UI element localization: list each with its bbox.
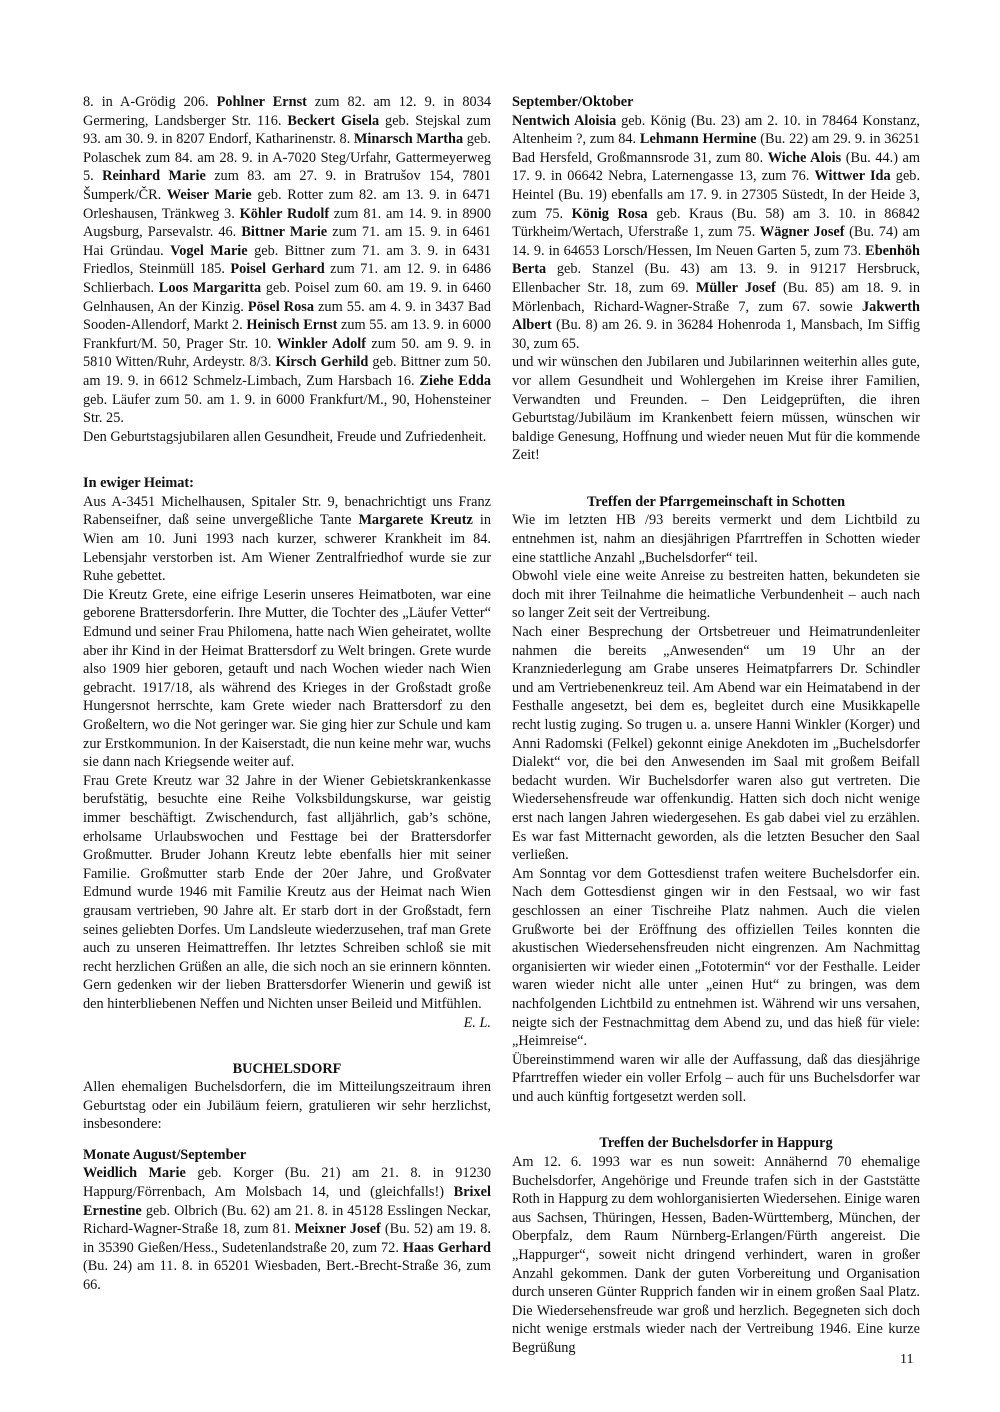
left-column <box>83 93 491 1295</box>
right-column <box>512 93 920 1358</box>
person-name: Weidlich Marie <box>83 1165 186 1182</box>
person-name: Bittner Marie <box>241 224 328 241</box>
sept-oct-wishes: und wir wünschen den Jubilaren und Jubilarinnen weiterhin alles gute, vor allem Gesundheit und Wohlergehen im Kreise ihrer Familien, Verwandten und Freunden. – Den Leidgeprüften, die ihren Geburtstag/Jubiläum im Krankenbett feiern müssen, wünschen wir baldige Genesung, Hoffnung und wieder neuen Mut für die kommende Zeit! <box>512 354 920 464</box>
person-name: Beckert Gisela <box>287 112 380 129</box>
person-name: Kirsch Gerhild <box>275 354 369 371</box>
treffen-schotten-p3: Nach einer Besprechung der Ortsbetreuer und Heimatrundenleiter nahmen die bereits „Anwesenden“ um 19 Uhr an der Kranzniederlegung am Grabe unseres Heimatpfarrers Dr. Schindler und am Vertriebenenkreuz teil. Am Abend war ein Heimatabend in der Festhalle angesetzt, bei dem es, begleitet durch eine Musikkapelle recht lustig zuging. So trugen u. a. unsere Hanni Winkler (Korger) und Anni Radomski (Felkel) gekonnt einige Anekdoten im „Buchelsdorfer Dialekt“ vor, die bei den Anwesenden im Saal mit großem Beifall bedacht wurden. Wir Buchelsdorfer waren also gut vertreten. Die Wiedersehensfreude war offenkundig. Hatten sich doch nicht wenige erst nach langen Jahren wiedergesehen. Es gab dabei viel zu erzählen. Es war fast Mitternacht geworden, als die letzten Besucher den Saal verließen. <box>512 624 920 864</box>
treffen-schotten-heading: Treffen der Pfarrgemeinschaft in Schotten <box>586 493 846 510</box>
person-name: Loos Margaritta <box>158 279 262 296</box>
treffen-schotten-p5: Übereinstimmend waren wir alle der Auffassung, daß das diesjährige Pfarrtreffen wieder ein voller Erfolg – auch für uns Buchelsdorfer war und auch künftig fortgesetzt werden soll. <box>512 1051 920 1105</box>
obituary-paragraph-3 <box>83 772 491 1031</box>
months-heading: Monate August/September <box>83 1146 247 1163</box>
person-name: Köhler Rudolf <box>239 205 330 222</box>
person-name: Pösel Rosa <box>247 298 314 315</box>
person-name: Jakwerth Albert <box>512 298 920 334</box>
obituary-paragraph-1: Aus A-3451 Michelhausen, Spitaler Str. 9, benachrichtigt uns Franz Rabenseifner, daß seine unvergeßliche Tante Margarete Kreutz in Wien am 10. Juni 1993 nach kurzer, schwerer Krankheit im 84. Lebensjahr verstorben ist. Am Wiener Zentralfriedhof wurde sie zur Ruhe gebettet. <box>83 493 491 585</box>
person-name: Winkler Adolf <box>276 335 366 352</box>
obituary-paragraph-2: Die Kreutz Grete, eine eifrige Leserin unseres Heimatboten, war eine geborene Brattersdorferin. Ihre Mutter, die Tochter des „Läufer Vetter“ Edmund und seiner Frau Philomena, hatte nach Wien geheiratet, wollte aber ihr Kind in der Heimat Brattersdorf zu Welt bringen. Grete wurde also 1909 hier geboren, getauft und nach Wochen wieder nach Wien gebracht. 1917/18, als während des Krieges in der Großstadt große Hungersnot herrschte, kam Grete wieder nach Brattersdorf zu den Großeltern, wo die Not geringer war. Sie ging hier zur Schule und kam zur Erstkommunion. In der Kaiserstadt, die nun keine mehr war, wuchs sie dann nach Kriegsende weiter auf. <box>83 586 491 771</box>
person-name: Weiser Marie <box>166 186 252 203</box>
obituary-paragraph-3-text: Frau Grete Kreutz war 32 Jahre in der Wiener Gebietskrankenkasse berufstätig, besuchte eine Reihe Volksbildungskurse, war geistig immer beschäftigt. Zwischendurch, fast alljährlich, gab’s schöne, erholsame Urlaubswochen und Festtage bei der Brattersdorfer Großmutter. Bruder Johann Kreutz lebte ebenfalls hier mit seiner Familie. Großmutter starb Ende der 20er Jahre, und Großvater Edmund wurde 1946 mit Familie Kreutz aus der Heimat nach Wien grausam vertrieben, 90 Jahre alt. Er starb dort in der Großstadt, fern seines geliebten Dorfes. Um Landsleute wiederzusehen, traf man Grete auch zu unseren Heimattreffen. Ihr letztes Schreiben schloß sie mit recht herzlichen Grüßen an alle, die sich noch an sie erinnern könnten. Gern gedenken wir der lieben Brattersdorfer Wienerin und gewiß ist den hinterbliebenen Neffen und Nichten unser Beileid und Mitfühlen. <box>83 772 491 1012</box>
treffen-schotten-p1: Wie im letzten HB /93 bereits vermerkt und dem Lichtbild zu entnehmen ist, nahm an diesjährigen Pfarrtreffen in Schotten wieder eine stattliche Anzahl „Buchelsdorfer“ teil. <box>512 512 920 566</box>
person-name: Ebenhöh Berta <box>512 242 920 278</box>
person-name: Wittwer Ida <box>814 168 891 185</box>
page-number: 11 <box>900 1352 914 1367</box>
obituary-heading: In ewiger Heimat: <box>83 475 194 492</box>
person-name: Müller Josef <box>695 279 776 296</box>
birthday-list-continued: 8. in A-Grödig 206. Pohlner Ernst zum 82. am 12. 9. in 8034 Germering, Landsberger Str. 116. Beckert Gisela geb. Stejskal zum 93. am 30. 9. in 8207 Endorf, Katharinenstr. 8. Minarsch Martha geb. Polaschek zum 84. am 28. 9. in A-7020 Steg/Urfahr, Gattermeyerweg 5. Reinhard Marie zum 83. am 27. 9. in Bratrušov 154, 7801 Šumperk/ČR. Weiser Marie geb. Rotter zum 82. am 13. 9. in 6471 Orleshausen, Tränkweg 3. Köhler Rudolf zum 81. am 14. 9. in 8900 Augsburg, Parsevalstr. 46. Bittner Marie zum 71. am 15. 9. in 6461 Hai Gründau. Vogel Marie geb. Bittner zum 71. am 3. 9. in 6431 Friedlos, Steinmüll 185. Poisel Gerhard zum 71. am 12. 9. in 6486 Schlierbach. Loos Margaritta geb. Poisel zum 60. am 19. 9. in 6460 Gelnhausen, An der Kinzig. Pösel Rosa zum 55. am 4. 9. in 3437 Bad Sooden-Allendorf, Markt 2. Heinisch Ernst zum 55. am 13. 9. in 6000 Frankfurt/M. 50, Prager Str. 10. Winkler Adolf zum 50. am 9. 9. in 5810 Witten/Ruhr, Ardeystr. 8/3. Kirsch Gerhild geb. Bittner zum 50. am 19. 9. in 6612 Schmelz-Limbach, Zum Harsbach 16. Ziehe Edda geb. Läufer zum 50. am 1. 9. in 6000 Frankfurt/M., 90, Hohensteiner Str. 25. <box>83 94 492 427</box>
treffen-happurg-text: Am 12. 6. 1993 war es nun soweit: Annähernd 70 ehemalige Buchelsdorfer, Angehörige und Freunde trafen sich in der Gaststätte Roth in Happurg zu dem wohlorganisierten Wiedersehen. Einige waren aus Sachsen, Thüringen, Hessen, Baden-Württemberg, München, der Oberpfalz, dem Raum Nürnberg-Erlangen/Fürth angereist. Die „Happurger“, soweit nicht dringend verhindert, waren in großer Anzahl gekommen. Dank der guten Vorbereitung und Organisation durch unseren Günter Rupprich fanden wir in einem großen Saal Platz. Die Wiedersehensfreude war groß und herzlich. Begegneten sich doch nicht wenige erstmals wieder nach der Vertreibung 1946. Eine kurze Begrüßung <box>512 1154 920 1356</box>
person-name: Wiche Alois <box>767 149 842 166</box>
obituary-signature: E. L. <box>463 1014 491 1031</box>
section-title-buchelsdorf: BUCHELSDORF <box>232 1060 342 1077</box>
person-name: Pohlner Ernst <box>216 94 307 110</box>
sept-oct-heading: September/Oktober <box>512 94 634 110</box>
person-name: Lehmann Hermine <box>639 131 757 148</box>
person-name: Wägner Josef <box>759 224 845 241</box>
person-name: Meixner Josef <box>294 1221 381 1238</box>
sept-oct-entries: Nentwich Aloisia geb. König (Bu. 23) am 2. 10. in 78464 Konstanz, Altenheim ?, zum 84. Lehmann Hermine (Bu. 22) am 29. 9. in 36251 Bad Hersfeld, Großmannsrode 31, zum 80. Wiche Alois (Bu. 44.) am 17. 9. in 06642 Nebra, Laternengasse 13, zum 76. Wittwer Ida geb. Heintel (Bu. 19) ebenfalls am 17. 9. in 27305 Süstedt, In der Heide 3, zum 75. König Rosa geb. Kraus (Bu. 58) am 3. 10. in 86842 Türkheim/Wertach, Uferstraße 1, zum 75. Wägner Josef (Bu. 74) am 14. 9. in 64653 Lorsch/Hessen, Im Neuen Garten 5, zum 73. Ebenhöh Berta geb. Stanzel (Bu. 43) am 13. 9. in 91217 Hersbruck, Ellenbacher Str. 18, zum 69. Müller Josef (Bu. 85) am 18. 9. in Mörlenbach, Richard-Wagner-Straße 7, zum 67. sowie Jakwerth Albert (Bu. 8) am 26. 9. in 36284 Hohenroda 1, Mansbach, Im Siffig 30, zum 65. <box>512 112 921 352</box>
person-name: Ziehe Edda <box>419 372 491 389</box>
birthday-wishes: Den Geburtstagsjubilaren allen Gesundheit, Freude und Zufriedenheit. <box>83 428 487 445</box>
person-name: Nentwich Aloisia <box>512 112 617 129</box>
person-name: Minarsch Martha <box>353 131 464 148</box>
person-name: Vogel Marie <box>170 242 248 259</box>
person-name: Reinhard Marie <box>102 168 206 185</box>
treffen-schotten-p2: Obwohl viele eine weite Anreise zu bestreiten hatten, bekundeten sie doch mit ihrer Teilnahme die heimatliche Verbundenheit – auch nach so langer Zeit seit der Vertreibung. <box>512 568 920 622</box>
person-name: Brixel Ernestine <box>83 1184 491 1219</box>
section-intro: Allen ehemaligen Buchelsdorfern, die im Mitteilungszeitraum ihren Geburtstag oder ein Jubiläum feiern, gratulieren wir sehr herzlichst, insbesondere: <box>83 1079 491 1133</box>
treffen-schotten-p4: Am Sonntag vor dem Gottesdienst trafen weitere Buchelsdorfer ein. Nach dem Gottesdienst gingen wir in den Festsaal, wo wir fast geschlossen an einer Tischreihe Platz nahmen. Auch die vielen Grußworte bei der Eröffnung des offiziellen Teiles konnten die akustischen Wiedersehensfreuden nicht eingrenzen. Am Nachmittag organisierten wir wieder einen „Fototermin“ vor der Festhalle. Leider waren wieder nicht alle unter „einen Hut“ zu bringen, was dem nachfolgenden Lichtbild zu entnehmen ist. Während wir uns versahen, neigte sich der Festnachmittag dem Abend zu, und das hieß für viele: „Heimreise“. <box>512 865 920 1050</box>
months-entries: Weidlich Marie geb. Korger (Bu. 21) am 21. 8. in 91230 Happurg/Förrenbach, Am Molsbach 14, und (gleichfalls!) Brixel Ernestine geb. Olbrich (Bu. 62) am 21. 8. in 45128 Esslingen Neckar, Richard-Wagner-Straße 18, zum 81. Meixner Josef (Bu. 52) am 19. 8. in 35390 Gießen/Hess., Sudetenlandstraße 20, zum 72. Haas Gerhard (Bu. 24) am 11. 8. in 65201 Wiesbaden, Bert.-Brecht-Straße 36, zum 66. <box>83 1165 491 1294</box>
treffen-happurg-heading: Treffen der Buchelsdorfer in Happurg <box>599 1135 833 1152</box>
person-name: Haas Gerhard <box>402 1239 491 1256</box>
person-name: Heinisch Ernst <box>246 317 338 334</box>
person-name: König Rosa <box>571 205 648 222</box>
person-name: Margarete Kreutz <box>358 512 473 529</box>
person-name: Poisel Gerhard <box>230 261 325 278</box>
